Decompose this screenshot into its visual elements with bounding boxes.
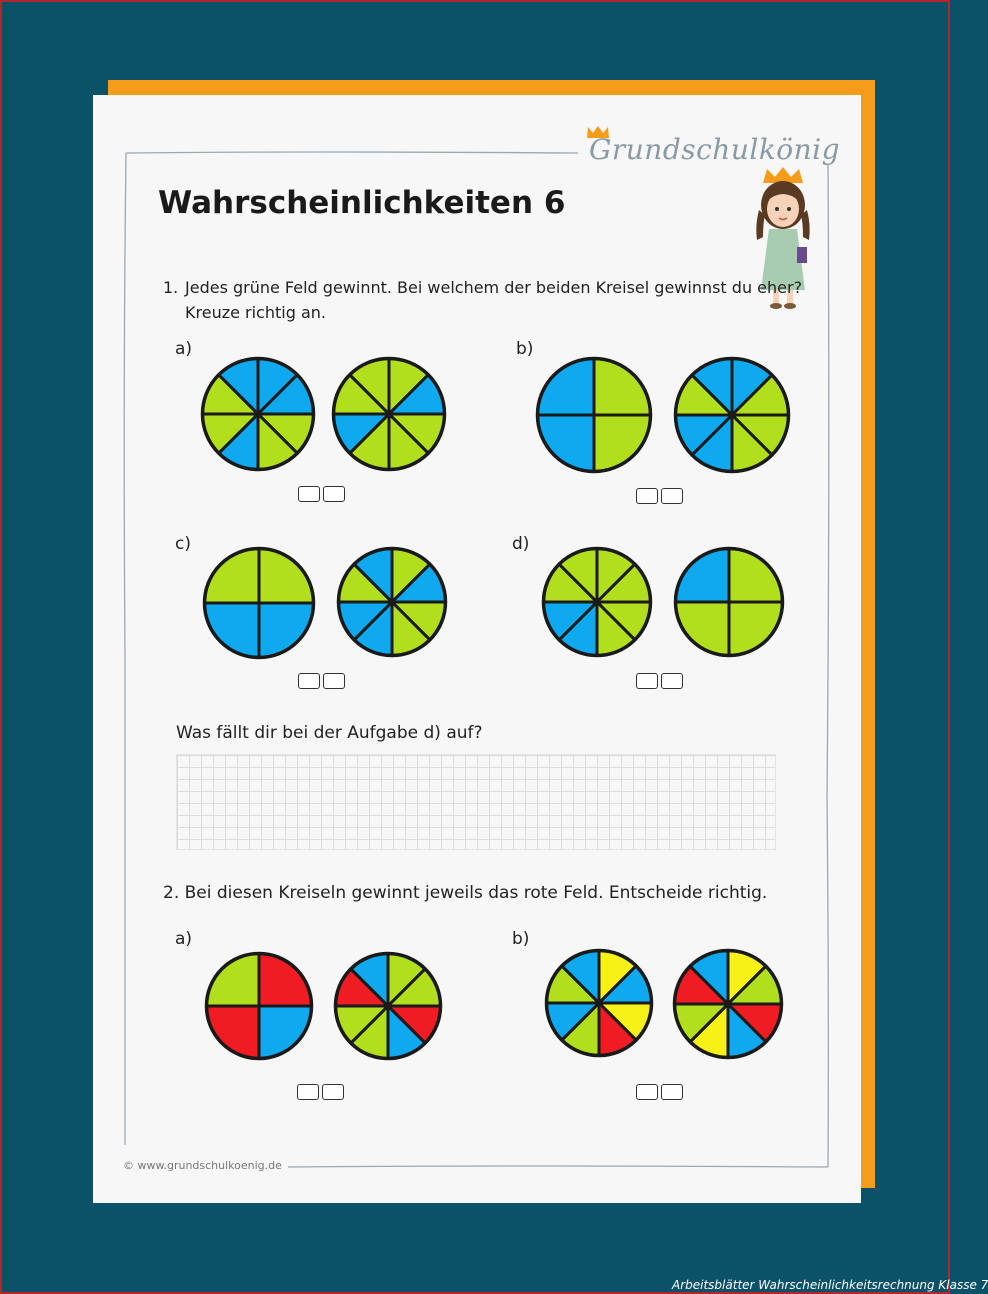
spinner-2a-left xyxy=(204,951,314,1061)
task2-label-b: b) xyxy=(512,929,530,949)
answer-boxes-1d xyxy=(636,673,683,689)
checkbox-1a-right[interactable] xyxy=(323,486,345,502)
spinner-1c-left xyxy=(202,546,316,660)
task1-label-a: a) xyxy=(175,339,193,359)
spinner-1c-right xyxy=(336,546,448,658)
task1-line1: Jedes grüne Feld gewinnt. Bei welchem der beiden Kreisel gewinnst du eher? xyxy=(185,278,803,297)
answer-boxes-1c xyxy=(298,673,345,689)
checkbox-2a-left[interactable] xyxy=(297,1084,319,1100)
task1-question: Was fällt dir bei der Aufgabe d) auf? xyxy=(176,723,483,743)
task1-label-b: b) xyxy=(516,339,534,359)
spinner-1a-left xyxy=(200,356,316,472)
brand-logo: Grundschulkönig xyxy=(589,133,841,166)
checkbox-2b-left[interactable] xyxy=(636,1084,658,1100)
answer-boxes-1b xyxy=(636,488,683,504)
spinner-2b-left xyxy=(544,948,654,1058)
task1-line2: Kreuze richtig an. xyxy=(185,303,326,322)
task2-label-a: a) xyxy=(175,929,193,949)
task1-instruction xyxy=(163,275,802,325)
checkbox-1c-left[interactable] xyxy=(298,673,320,689)
checkbox-1b-left[interactable] xyxy=(636,488,658,504)
checkbox-1d-left[interactable] xyxy=(636,673,658,689)
spinner-1b-right xyxy=(673,356,791,474)
checkbox-2b-right[interactable] xyxy=(661,1084,683,1100)
task1-number: 1. xyxy=(163,278,179,297)
writing-grid[interactable] xyxy=(176,754,776,850)
answer-boxes-2b xyxy=(636,1084,683,1100)
image-caption: Arbeitsblätter Wahrscheinlichkeitsrechnung Klasse 7 xyxy=(672,1278,988,1292)
task2-line1: Bei diesen Kreiseln gewinnt jeweils das rote Feld. Entscheide richtig. xyxy=(184,883,768,903)
spinner-1d-right xyxy=(673,546,785,658)
spinner-2a-right xyxy=(333,951,443,1061)
spinner-1b-left xyxy=(535,356,653,474)
answer-boxes-1a xyxy=(298,486,345,502)
answer-boxes-2a xyxy=(297,1084,344,1100)
worksheet xyxy=(93,95,861,1203)
spinner-1a-right xyxy=(331,356,447,472)
checkbox-1b-right[interactable] xyxy=(661,488,683,504)
spinner-1d-left xyxy=(541,546,653,658)
task1-label-d: d) xyxy=(512,534,530,554)
task2-instruction xyxy=(163,881,767,906)
spinner-2b-right xyxy=(672,948,784,1060)
checkbox-1a-left[interactable] xyxy=(298,486,320,502)
checkbox-1c-right[interactable] xyxy=(323,673,345,689)
worksheet-title: Wahrscheinlichkeiten 6 xyxy=(158,185,566,221)
checkbox-2a-right[interactable] xyxy=(322,1084,344,1100)
copyright-footer: © www.grundschulkoenig.de xyxy=(123,1159,282,1172)
task2-number: 2. xyxy=(163,883,180,903)
checkbox-1d-right[interactable] xyxy=(661,673,683,689)
task1-label-c: c) xyxy=(175,534,191,554)
